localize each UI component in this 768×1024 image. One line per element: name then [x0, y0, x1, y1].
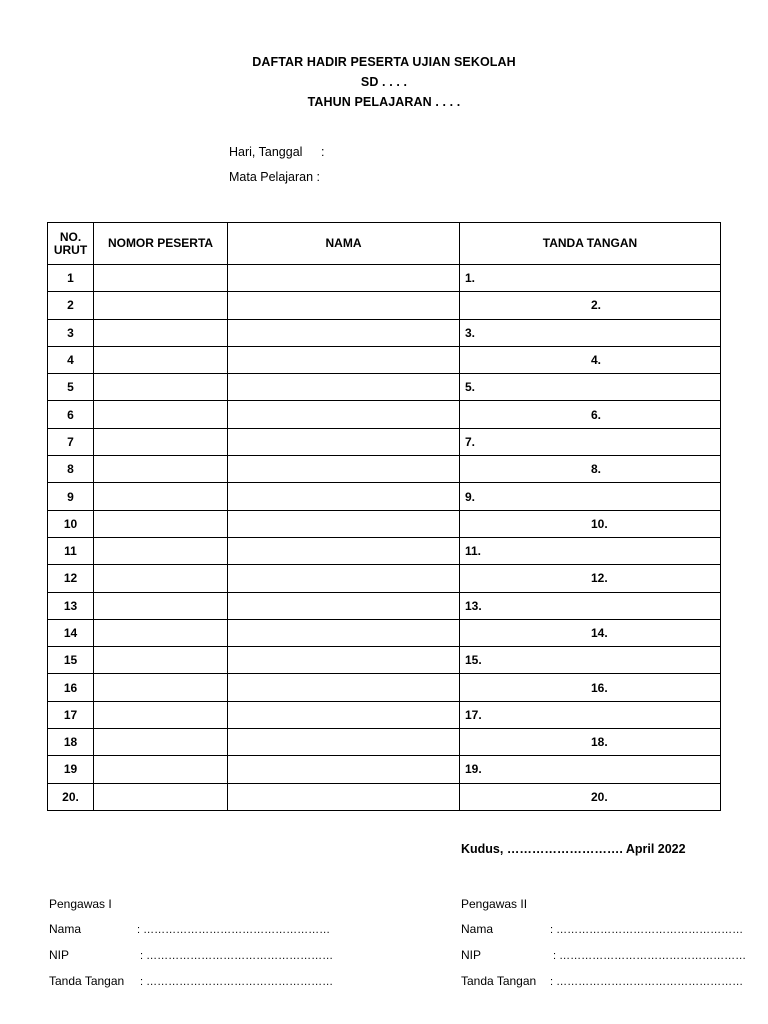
title-line-2: SD . . . . — [360, 75, 408, 89]
field-blank: : …………………………………………… — [137, 924, 331, 936]
nama-cell — [228, 729, 460, 756]
signature-cell: 19. — [460, 756, 721, 783]
row-number-cell: 15 — [48, 647, 94, 674]
table-row — [48, 510, 721, 537]
nomor-peserta-cell — [94, 537, 228, 564]
table-row — [48, 401, 721, 428]
row-number-cell: 1 — [48, 265, 94, 292]
row-number-cell: 3 — [48, 319, 94, 346]
nama-cell — [228, 319, 460, 346]
signature-cell: 18. — [460, 729, 721, 756]
table-row — [48, 374, 721, 401]
col-header-no: NO. URUT — [48, 223, 94, 265]
table-row — [48, 619, 721, 646]
nomor-peserta-cell — [94, 346, 228, 373]
row-number-cell: 5 — [48, 374, 94, 401]
signature-cell: 6. — [460, 401, 721, 428]
nomor-peserta-cell — [94, 619, 228, 646]
signature-cell: 16. — [460, 674, 721, 701]
signature-cell: 1. — [460, 265, 721, 292]
supervisor-1-heading: Pengawas I — [49, 897, 112, 911]
table-row — [48, 592, 721, 619]
signature-cell: 13. — [460, 592, 721, 619]
nomor-peserta-cell — [94, 756, 228, 783]
row-number-cell: 9 — [48, 483, 94, 510]
row-number-cell: 8 — [48, 456, 94, 483]
row-number-cell: 2 — [48, 292, 94, 319]
field-label: NIP — [49, 948, 70, 962]
nama-cell — [228, 401, 460, 428]
supervisor-2-signature-row — [461, 969, 746, 995]
nama-cell — [228, 592, 460, 619]
supervisor-1-block — [49, 892, 333, 995]
date-field — [229, 144, 324, 160]
table-row — [48, 265, 721, 292]
table-row — [48, 537, 721, 564]
row-number-cell: 4 — [48, 346, 94, 373]
signature-cell: 2. — [460, 292, 721, 319]
nama-cell — [228, 374, 460, 401]
field-blank: : …………………………………………… — [550, 976, 744, 988]
signature-cell: 9. — [460, 483, 721, 510]
nama-cell — [228, 265, 460, 292]
title-line-3: TAHUN PELAJARAN . . . . — [307, 95, 461, 109]
nomor-peserta-cell — [94, 401, 228, 428]
signature-cell: 15. — [460, 647, 721, 674]
row-number-cell: 7 — [48, 428, 94, 455]
field-label: Tanda Tangan — [461, 974, 537, 988]
row-number-cell: 19 — [48, 756, 94, 783]
signature-cell: 17. — [460, 701, 721, 728]
supervisor-1-signature-row — [49, 969, 333, 995]
table-body — [48, 265, 721, 811]
row-number-cell: 18 — [48, 729, 94, 756]
table-row — [48, 701, 721, 728]
table-row — [48, 674, 721, 701]
nomor-peserta-cell — [94, 374, 228, 401]
nomor-peserta-cell — [94, 565, 228, 592]
table-row — [48, 456, 721, 483]
table-row — [48, 783, 721, 810]
date-colon: : — [321, 145, 325, 159]
field-label: Tanda Tangan — [49, 974, 125, 988]
col-header-tanda-tangan: TANDA TANGAN — [460, 223, 721, 265]
title-line-1: DAFTAR HADIR PESERTA UJIAN SEKOLAH — [252, 55, 516, 69]
nomor-peserta-cell — [94, 592, 228, 619]
row-number-cell: 20. — [48, 783, 94, 810]
signature-cell: 10. — [460, 510, 721, 537]
nama-cell — [228, 647, 460, 674]
row-number-cell: 16 — [48, 674, 94, 701]
nama-cell — [228, 483, 460, 510]
signature-cell: 20. — [460, 783, 721, 810]
nama-cell — [228, 428, 460, 455]
table-row — [48, 729, 721, 756]
field-label: NIP — [461, 948, 482, 962]
row-number-cell: 11 — [48, 537, 94, 564]
document-title — [0, 52, 768, 112]
row-number-cell: 10 — [48, 510, 94, 537]
date-label: Hari, Tanggal — [229, 145, 303, 159]
nomor-peserta-cell — [94, 428, 228, 455]
supervisor-1-nip-row — [49, 943, 333, 969]
supervisor-2-name-row — [461, 917, 746, 943]
nomor-peserta-cell — [94, 265, 228, 292]
row-number-cell: 14 — [48, 619, 94, 646]
signature-cell: 12. — [460, 565, 721, 592]
nomor-peserta-cell — [94, 319, 228, 346]
nama-cell — [228, 510, 460, 537]
field-blank: : …………………………………………… — [550, 924, 744, 936]
field-label: Nama — [49, 922, 82, 936]
field-blank: : …………………………………………… — [137, 976, 334, 988]
nama-cell — [228, 292, 460, 319]
col-header-nama: NAMA — [228, 223, 460, 265]
supervisor-2-block — [461, 892, 746, 995]
row-number-cell: 17 — [48, 701, 94, 728]
table-header-row — [48, 223, 721, 265]
table-row — [48, 292, 721, 319]
field-blank: : …………………………………………… — [550, 950, 747, 962]
row-number-cell: 12 — [48, 565, 94, 592]
supervisor-1-name-row — [49, 917, 333, 943]
signature-cell: 14. — [460, 619, 721, 646]
nomor-peserta-cell — [94, 647, 228, 674]
table-row — [48, 647, 721, 674]
nomor-peserta-cell — [94, 783, 228, 810]
signature-cell: 11. — [460, 537, 721, 564]
nama-cell — [228, 701, 460, 728]
signature-cell: 3. — [460, 319, 721, 346]
nama-cell — [228, 565, 460, 592]
subject-field — [229, 169, 320, 185]
subject-label: Mata Pelajaran : — [229, 170, 321, 184]
nama-cell — [228, 537, 460, 564]
table-row — [48, 319, 721, 346]
row-number-cell: 13 — [48, 592, 94, 619]
signature-cell: 5. — [460, 374, 721, 401]
nomor-peserta-cell — [94, 510, 228, 537]
table-row — [48, 565, 721, 592]
col-header-nomor-peserta: NOMOR PESERTA — [94, 223, 228, 265]
nomor-peserta-cell — [94, 701, 228, 728]
field-blank: : …………………………………………… — [137, 950, 334, 962]
supervisor-2-heading: Pengawas II — [461, 897, 528, 911]
nomor-peserta-cell — [94, 729, 228, 756]
nama-cell — [228, 756, 460, 783]
nomor-peserta-cell — [94, 456, 228, 483]
nomor-peserta-cell — [94, 292, 228, 319]
attendance-table — [47, 222, 721, 811]
table-row — [48, 483, 721, 510]
nama-cell — [228, 674, 460, 701]
table-row — [48, 346, 721, 373]
nama-cell — [228, 456, 460, 483]
field-label: Nama — [461, 922, 494, 936]
table-row — [48, 756, 721, 783]
nama-cell — [228, 346, 460, 373]
row-number-cell: 6 — [48, 401, 94, 428]
place-date: Kudus, ………………………. April 2022 — [461, 842, 686, 856]
table-row — [48, 428, 721, 455]
supervisor-2-nip-row — [461, 943, 746, 969]
nama-cell — [228, 619, 460, 646]
signature-cell: 4. — [460, 346, 721, 373]
nomor-peserta-cell — [94, 674, 228, 701]
nama-cell — [228, 783, 460, 810]
signature-cell: 7. — [460, 428, 721, 455]
nomor-peserta-cell — [94, 483, 228, 510]
signature-cell: 8. — [460, 456, 721, 483]
